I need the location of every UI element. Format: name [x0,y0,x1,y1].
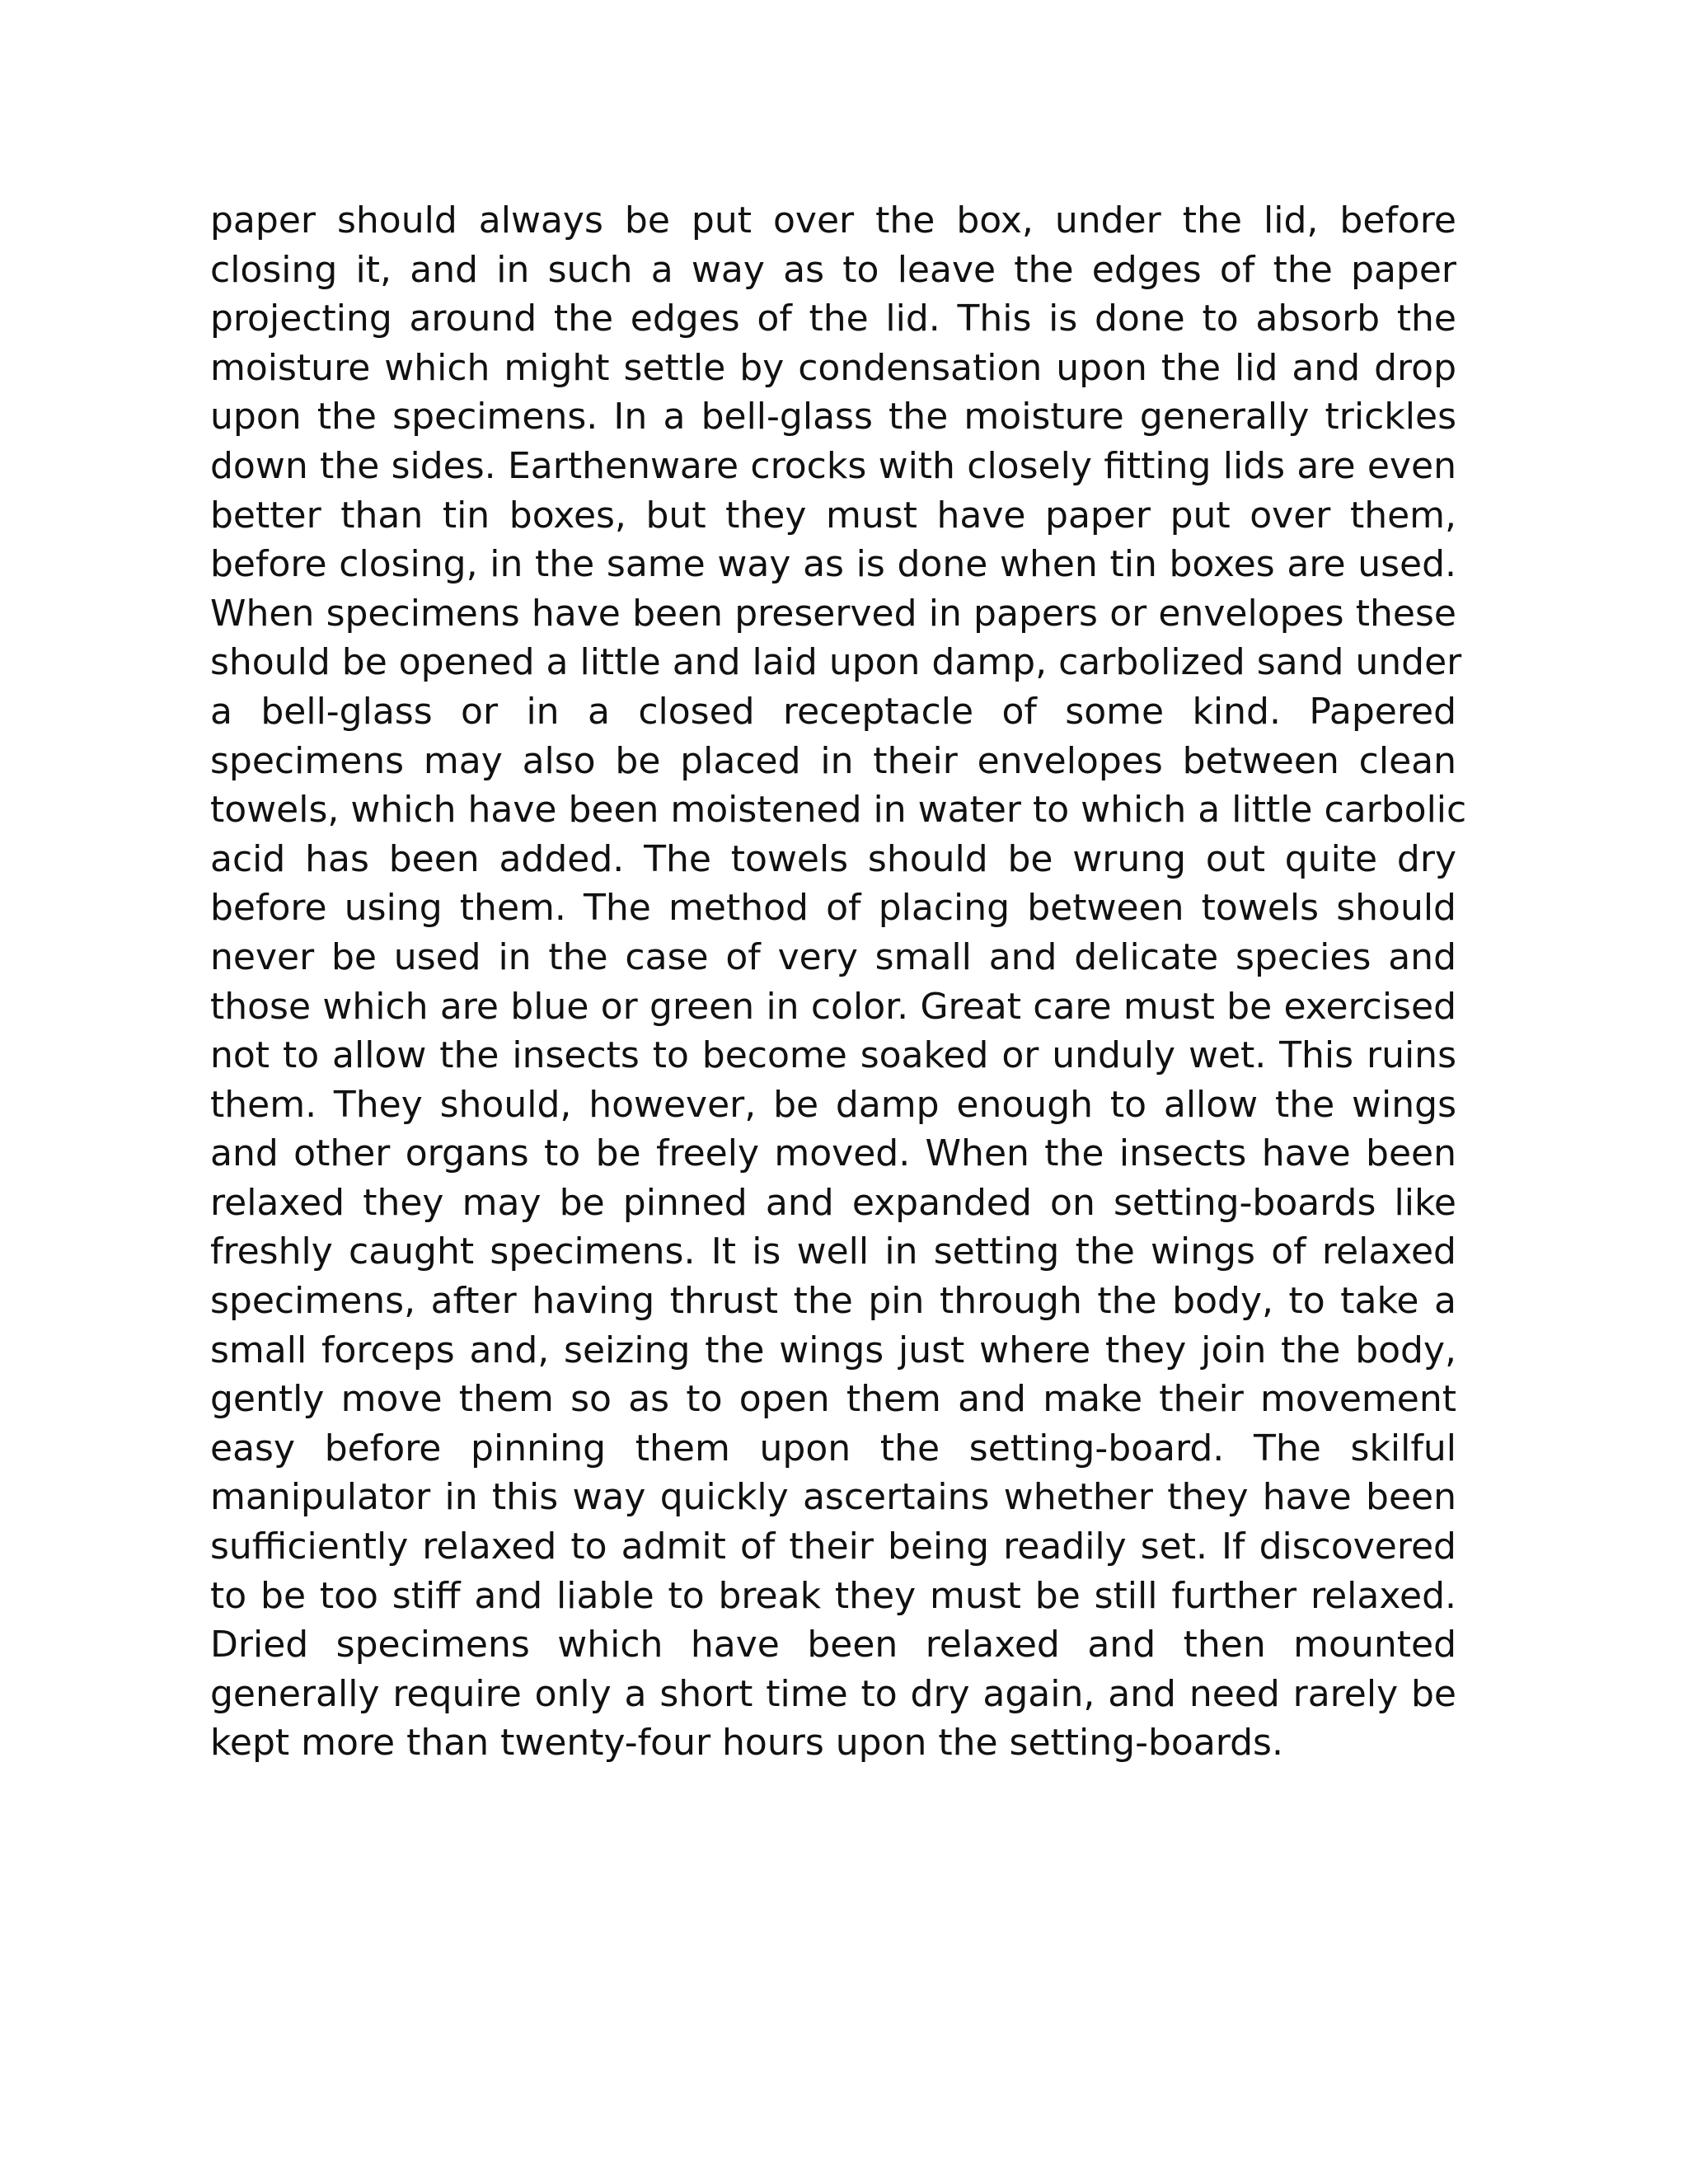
text-line: freshly caught specimens. It is well in setting the wings of relaxed [210,1230,1456,1273]
text-line: relaxed they may be pinned and expanded on setting-boards like [210,1181,1456,1224]
text-line: small forceps and, seizing the wings just where they join the body, [210,1329,1456,1371]
text-line: a bell-glass or in a closed receptacle of some kind. Papered [210,690,1456,733]
text-line: When specimens have been preserved in papers or envelopes these [210,592,1456,635]
text-line: gently move them so as to open them and make their movement [210,1378,1456,1421]
text-line: moisture which might settle by condensation upon the lid and drop [210,346,1456,389]
text-line: specimens may also be placed in their envelopes between clean [210,739,1456,782]
text-line: Dried specimens which have been relaxed and then mounted [210,1624,1456,1666]
text-line: never be used in the case of very small and delicate species and [210,935,1456,978]
text-line: acid has been added. The towels should be wrung out quite dry [210,837,1456,880]
text-line: specimens, after having thrust the pin through the body, to take a [210,1280,1456,1323]
text-line: before using them. The method of placing between towels should [210,887,1456,930]
text-line: paper should always be put over the box, under the lid, before [210,199,1456,241]
body-paragraph [210,196,1467,1768]
text-line: sufficiently relaxed to admit of their being readily set. If discovered [210,1526,1456,1568]
text-line: better than tin boxes, but they must have paper put over them, [210,494,1456,537]
text-line: towels, which have been moistened in water to which a little carbolic [210,789,1467,832]
text-line: not to allow the insects to become soaked or unduly wet. This ruins [210,1034,1456,1077]
text-line: them. They should, however, be damp enough to allow the wings [210,1083,1456,1126]
text-line: and other organs to be freely moved. When the insects have been [210,1132,1456,1175]
text-line: upon the specimens. In a bell-glass the moisture generally trickles [210,396,1456,438]
text-line: manipulator in this way quickly ascertains whether they have been [210,1476,1456,1519]
text-line: projecting around the edges of the lid. This is done to absorb the [210,298,1456,340]
text-line: down the sides. Earthenware crocks with closely fitting lids are even [210,444,1456,487]
text-line: should be opened a little and laid upon damp, carbolized sand under [210,641,1462,684]
text-line: generally require only a short time to dry again, and need rarely be [210,1672,1456,1715]
text-line: closing it, and in such a way as to leave the edges of the paper [210,248,1456,291]
text-line: before closing, in the same way as is done when tin boxes are used. [210,543,1456,586]
text-line-last: kept more than twenty-four hours upon the setting-boards. [210,1722,1283,1765]
text-line: easy before pinning them upon the setting-board. The skilful [210,1427,1456,1469]
text-line: to be too stiff and liable to break they must be still further relaxed. [210,1574,1456,1617]
text-line: those which are blue or green in color. Great care must be exercised [210,985,1456,1028]
